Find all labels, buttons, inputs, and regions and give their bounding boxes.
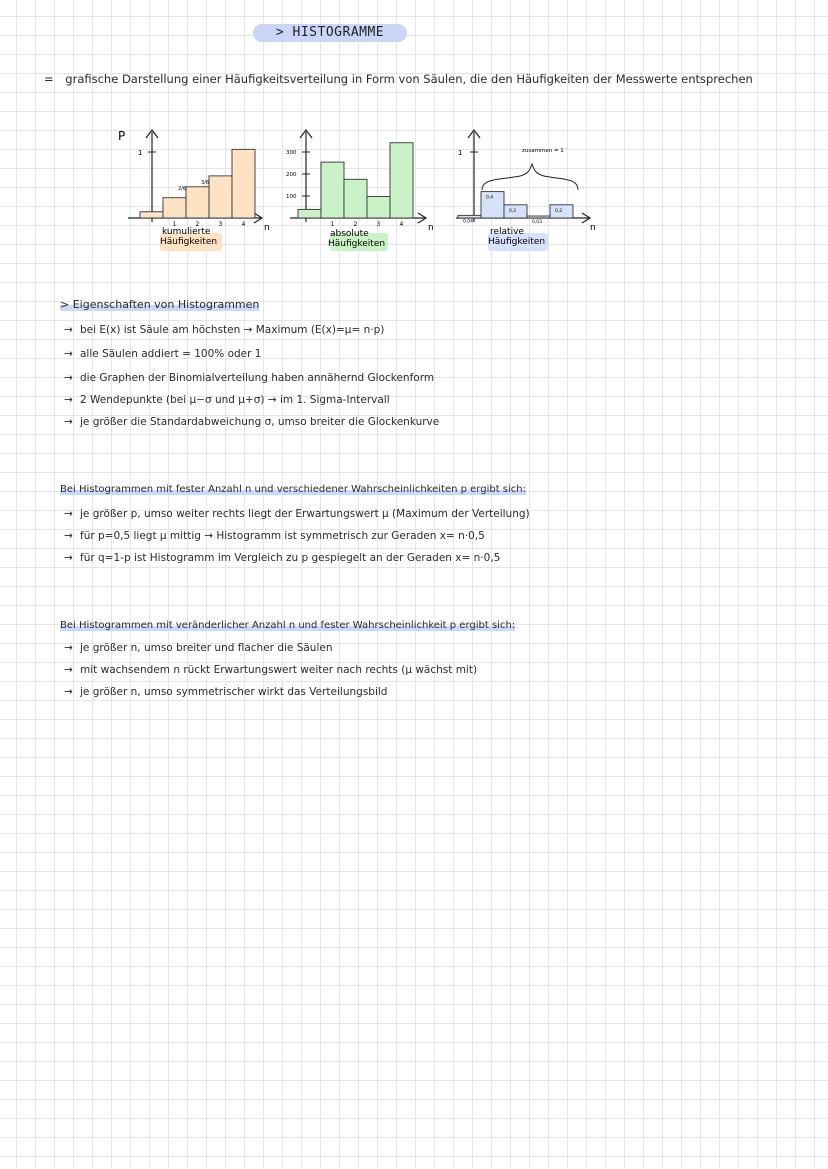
page-title: > HISTOGRAMME [253, 24, 407, 42]
chart3-caption-line2: Häufigkeiten [488, 237, 546, 247]
arrow-icon: → [64, 372, 73, 384]
equals-sign: = [44, 72, 54, 86]
chart2-ytick-100: 100 [286, 194, 297, 200]
properties-heading-text: > Eigenschaften von Histogrammen [60, 298, 260, 311]
chart2-caption-line2: Häufigkeiten [328, 239, 386, 249]
chart3-brace [482, 164, 578, 190]
fixed-n-item-text: für p=0,5 liegt μ mittig → Histogramm ist symmetrisch zur Geraden x= n·0,5 [80, 530, 485, 542]
fixed-p-item-text: je größer n, umso symmetrischer wirkt das Verteilungsbild [80, 686, 388, 698]
chart-absolute [286, 130, 434, 251]
fixed-n-item [64, 552, 500, 564]
properties-item-text: bei E(x) ist Säule am höchsten → Maximum (E(x)=μ= n·p) [80, 324, 385, 336]
chart2-bar [367, 197, 390, 219]
chart1-ylabel: P [118, 129, 126, 143]
chart2-ytick-200: 200 [286, 172, 297, 178]
fixed-p-heading [60, 620, 515, 631]
chart1-caption-line2: Häufigkeiten [160, 237, 218, 247]
arrow-icon: → [64, 552, 73, 564]
chart2-ytick-300: 300 [286, 150, 297, 156]
chart2-bar [390, 143, 413, 218]
fixed-n-heading-text: Bei Histogrammen mit fester Anzahl n und verschiedener Wahrscheinlichkeiten p ergibt sich: [60, 484, 526, 495]
properties-item [64, 348, 261, 360]
chart2-xaxis-label: n [428, 223, 434, 233]
chart2-xtick-label: 3 [376, 221, 381, 228]
chart2-bar [298, 209, 321, 218]
properties-item-text: die Graphen der Binomialverteilung haben annähernd Glockenform [80, 372, 435, 384]
chart3-xaxis-label: n [590, 223, 596, 233]
chart1-bar [232, 149, 255, 218]
definition-text: grafische Darstellung einer Häufigkeitsverteilung in Form von Säulen, die den Häufigkeiten der Messwerte entsprechen [65, 72, 753, 86]
chart2-caption-line1: absolute [330, 229, 369, 239]
arrow-icon: → [64, 348, 73, 360]
chart1-caption-line1: kumulierte [162, 227, 211, 237]
arrow-icon: → [64, 642, 73, 654]
chart3-bar [458, 215, 481, 218]
chart1-bar-label-2: 3/6 [201, 180, 210, 186]
properties-item [64, 394, 390, 406]
properties-item [64, 324, 384, 336]
chart3-bar-value-label: 0,04 [463, 219, 474, 225]
fixed-p-item [64, 686, 387, 698]
arrow-icon: → [64, 664, 73, 676]
chart3-bar-value-label: 0,4 [486, 195, 494, 201]
arrow-icon: → [64, 508, 73, 520]
chart3-bar-value-label: 0,03 [532, 220, 543, 226]
chart1-xtick-label: 4 [241, 221, 246, 228]
fixed-p-item [64, 664, 477, 676]
fixed-p-heading-text: Bei Histogrammen mit veränderlicher Anzahl n und fester Wahrscheinlichkeit p ergibt sich: [60, 620, 516, 631]
fixed-p-item-text: je größer n, umso breiter und flacher die Säulen [80, 642, 333, 654]
chart2-bar [344, 179, 367, 218]
properties-item-text: je größer die Standardabweichung σ, umso breiter die Glockenkurve [80, 416, 440, 428]
properties-item [64, 372, 434, 384]
chart3-brace-label: zusammen = 1 [522, 148, 564, 154]
properties-heading [60, 298, 259, 311]
properties-item [64, 416, 439, 428]
chart1-ytick-label: 1 [138, 149, 143, 157]
chart1-xaxis-label: n [264, 223, 270, 233]
chart1-bar-label-1: 2/6 [178, 186, 187, 192]
definition-line [44, 72, 753, 86]
chart3-caption-line1: relative [490, 227, 524, 237]
chart3-bar-value-label: 0,2 [555, 208, 563, 214]
chart3-ytick-label: 1 [458, 149, 463, 157]
fixed-n-item [64, 530, 485, 542]
arrow-icon: → [64, 416, 73, 428]
chart1-bar [163, 198, 186, 218]
fixed-n-item [64, 508, 530, 520]
fixed-n-item-text: je größer p, umso weiter rechts liegt der Erwartungswert μ (Maximum der Verteilung) [80, 508, 530, 520]
chart2-bar [321, 162, 344, 218]
arrow-icon: → [64, 324, 73, 336]
chart1-bar [209, 176, 232, 218]
chart1-xtick-label: 2 [195, 221, 200, 228]
chart2-xtick-label: 1 [330, 221, 335, 228]
chart1-xtick-label: 3 [218, 221, 223, 228]
fixed-n-heading [60, 484, 526, 495]
arrow-icon: → [64, 686, 73, 698]
chart2-xtick-label: 4 [399, 221, 404, 228]
chart2-xtick-label: 2 [353, 221, 358, 228]
chart1-bar [140, 212, 163, 218]
chart-relative [456, 130, 596, 251]
chart-cumulative [118, 129, 270, 251]
fixed-n-item-text: für q=1-p ist Histogramm im Vergleich zu p gespiegelt an der Geraden x= n·0,5 [80, 552, 501, 564]
properties-item-text: alle Säulen addiert = 100% oder 1 [80, 348, 262, 360]
arrow-icon: → [64, 530, 73, 542]
chart1-bar [186, 187, 209, 218]
properties-item-text: 2 Wendepunkte (bei μ−σ und μ+σ) → im 1. Sigma-Intervall [80, 394, 390, 406]
fixed-p-item-text: mit wachsendem n rückt Erwartungswert weiter nach rechts (μ wächst mit) [80, 664, 478, 676]
fixed-p-item [64, 642, 333, 654]
arrow-icon: → [64, 394, 73, 406]
chart1-xtick-label: 1 [172, 221, 177, 228]
chart3-bar-value-label: 0,2 [509, 208, 517, 214]
chart3-bar [527, 216, 550, 218]
